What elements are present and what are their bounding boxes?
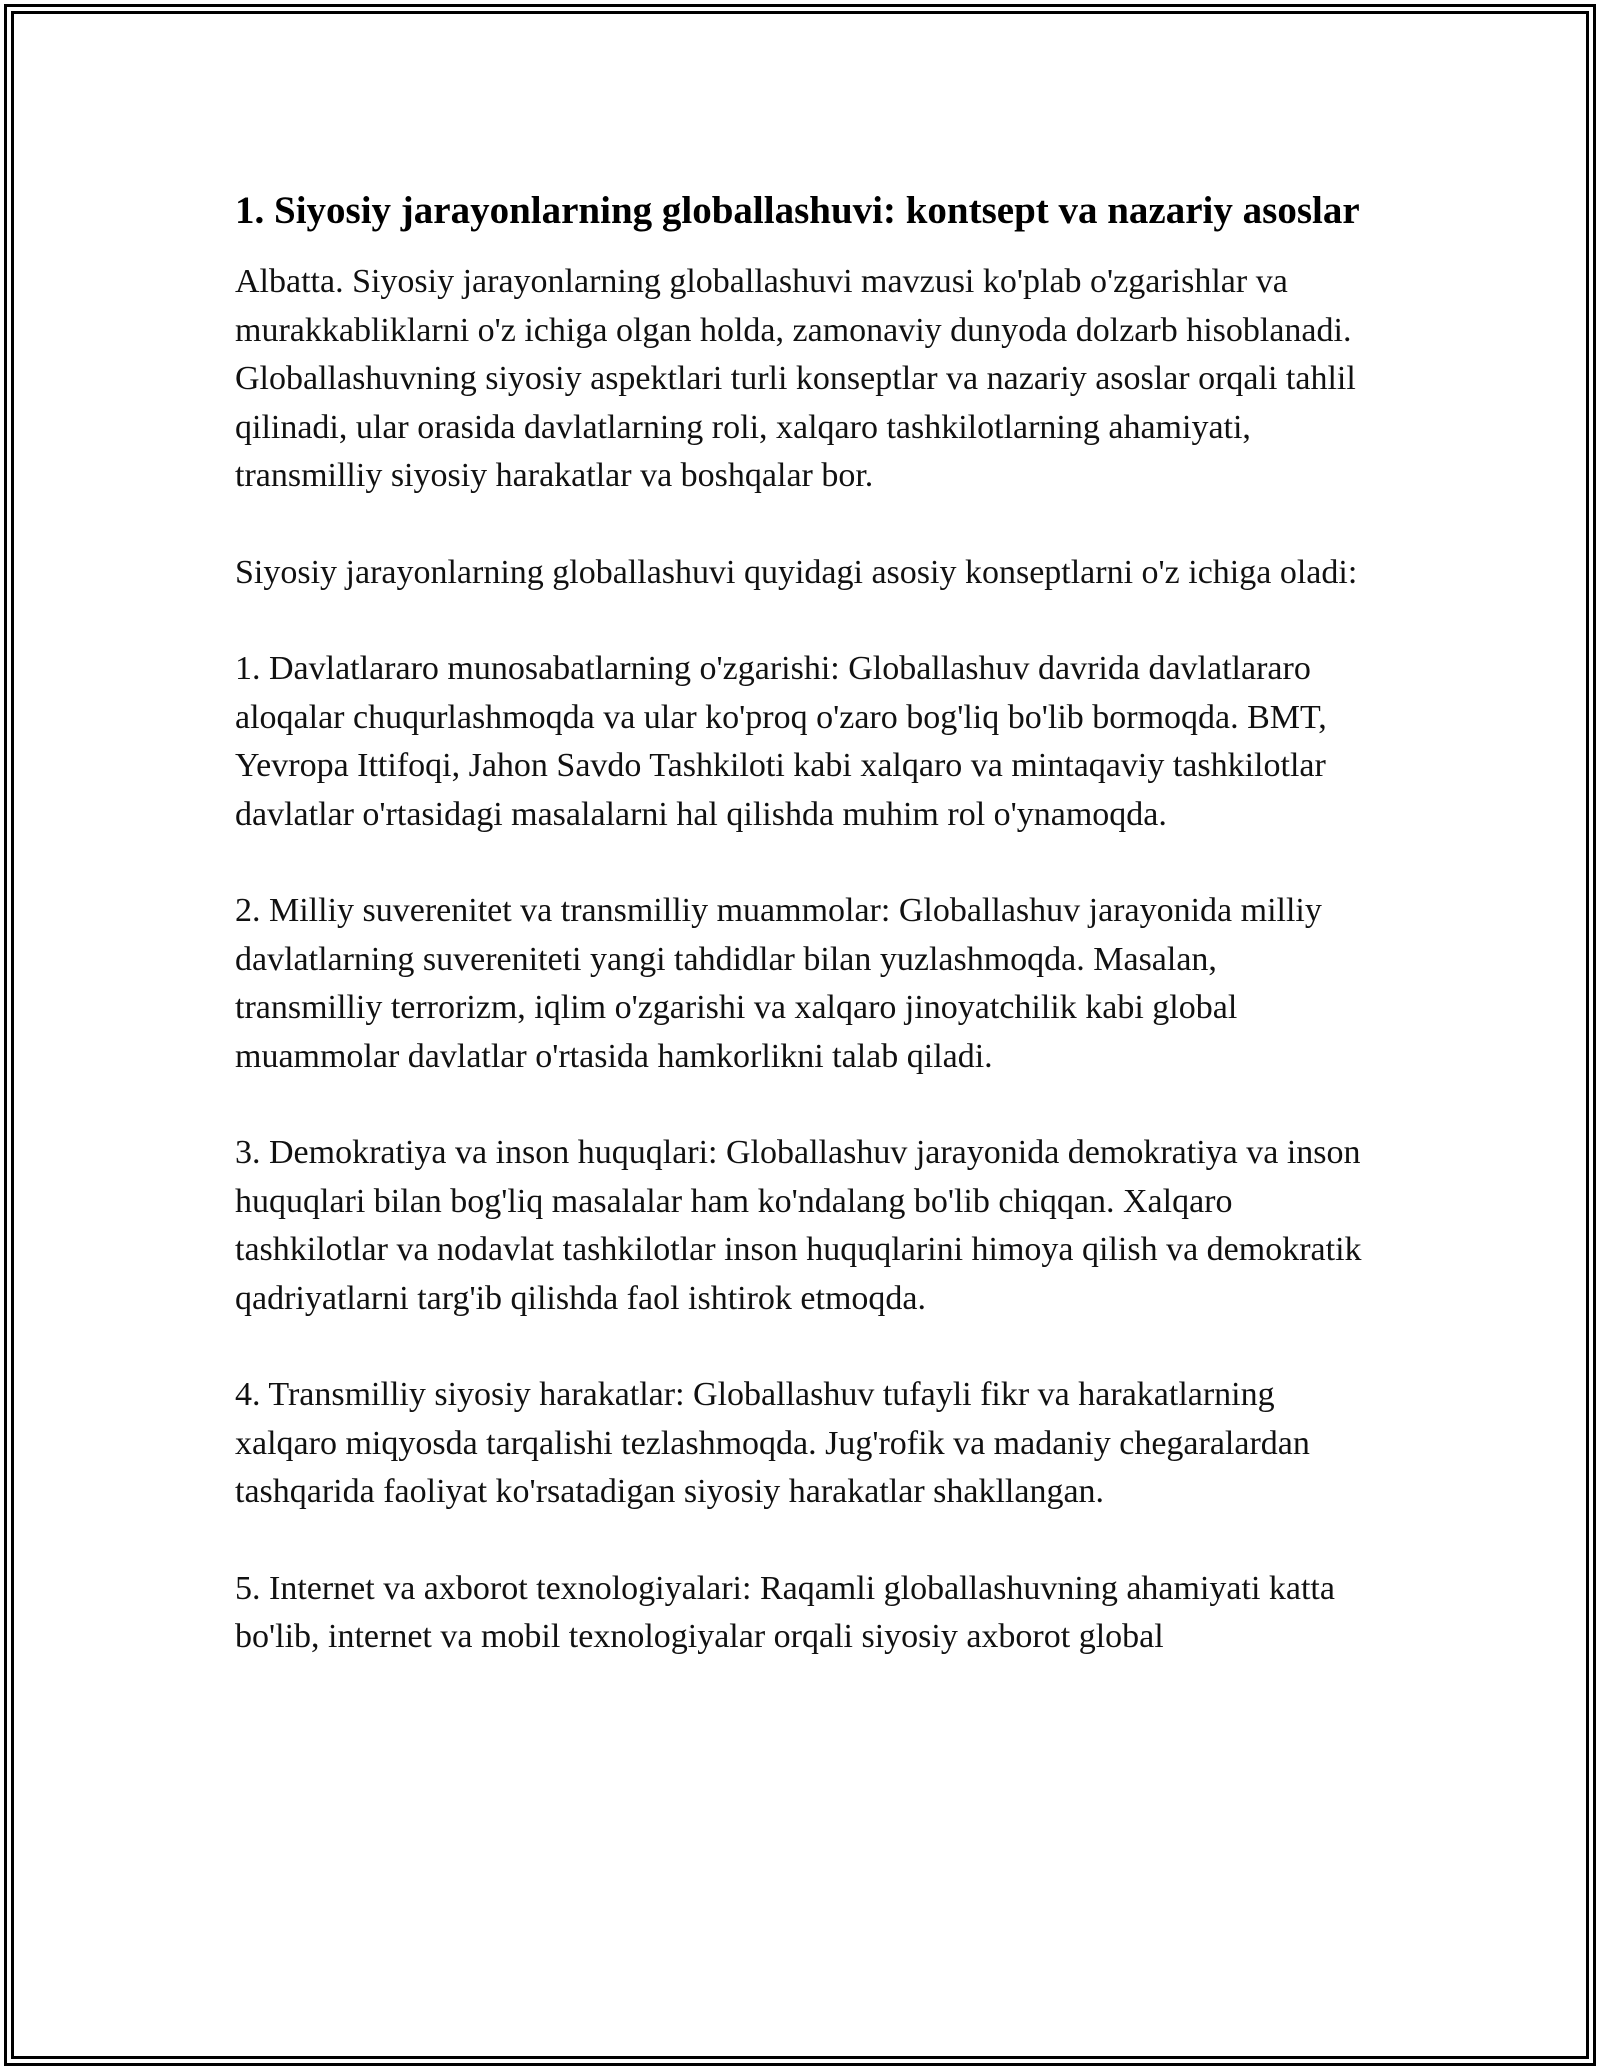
list-item-2: 2. Milliy suverenitet va transmilliy muammolar: Globallashuv jarayonida milliy davlatlarning suvereniteti yangi tahdidlar bilan yuzlashmoqda. Masalan, transmilliy terrorizm, iqlim o'zgarishi va xalqaro jinoyatchilik kabi global muammolar davlatlar o'rtasida hamkorlikni talab qiladi. — [235, 892, 1322, 1075]
paragraph-concepts-lead: Siyosiy jarayonlarning globallashuvi quyidagi asosiy konseptlarni o'z ichiga oladi: — [235, 553, 1358, 591]
paragraph-intro: Albatta. Siyosiy jarayonlarning globallashuvi mavzusi ko'plab o'zgarishlar va murakkabliklarni o'z ichiga olgan holda, zamonaviy dunyoda dolzarb hisoblanadi. Globallashuvning siyosiy aspektlari turli konseptlar va nazariy asoslar orqali tahlil qilinadi, ular orasida davlatlarning roli, xalqaro tashkilotlarning ahamiyati, transmilliy siyosiy harakatlar va boshqalar bor. — [235, 263, 1356, 494]
list-item-4: 4. Transmilliy siyosiy harakatlar: Globallashuv tufayli fikr va harakatlarning xalqaro miqyosda tarqalishi tezlashmoqda. Jug'rofik va madaniy chegaralardan tashqarida faoliyat ko'rsatadigan siyosiy harakatlar shakllangan. — [235, 1376, 1310, 1510]
document-title: 1. Siyosiy jarayonlarning globallashuvi: kontsept va nazariy asoslar — [235, 189, 1360, 232]
list-item-1: 1. Davlatlararo munosabatlarning o'zgarishi: Globallashuv davrida davlatlararo aloqalar chuqurlashmoqda va ular ko'proq o'zaro bog'liq bo'lib bormoqda. BMT, Yevropa Ittifoqi, Jahon Savdo Tashkiloti kabi xalqaro va mintaqaviy tashkilotlar davlatlar o'rtasidagi masalalarni hal qilishda muhim rol o'ynamoqda. — [235, 650, 1327, 833]
document-body — [235, 184, 1365, 1710]
list-item-5: 5. Internet va axborot texnologiyalari: Raqamli globallashuvning ahamiyati katta bo'lib, internet va mobil texnologiyalar orqali siyosiy axborot global — [235, 1569, 1335, 1655]
list-item-3: 3. Demokratiya va inson huquqlari: Globallashuv jarayonida demokratiya va inson huquqlari bilan bog'liq masalalar ham ko'ndalang bo'lib chiqqan. Xalqaro tashkilotlar va nodavlat tashkilotlar inson huquqlarini himoya qilish va demokratik qadriyatlarni targ'ib qilishda faol ishtirok etmoqda. — [235, 1134, 1362, 1317]
